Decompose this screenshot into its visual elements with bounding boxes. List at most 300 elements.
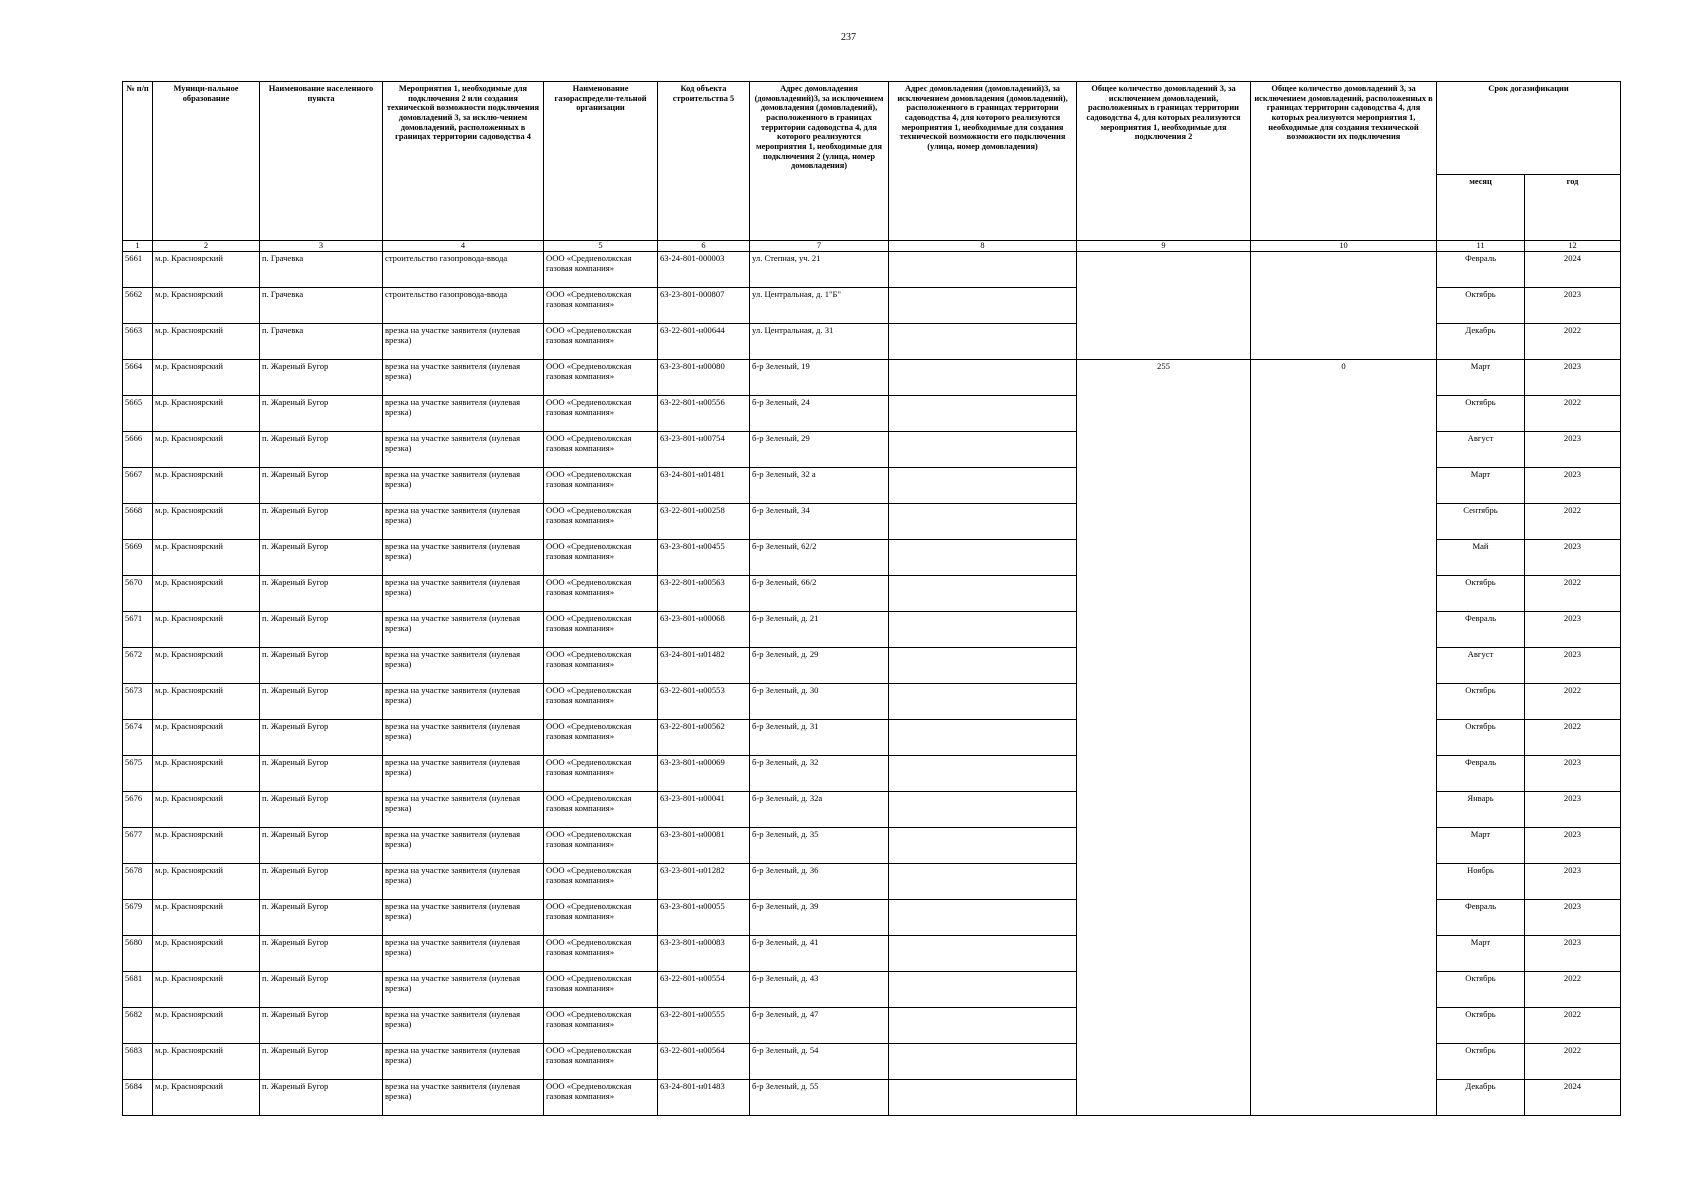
row-number: 5666 <box>123 432 153 468</box>
municipality: м.р. Красноярский <box>153 252 260 288</box>
settlement: п. Жареный Бугор <box>260 792 383 828</box>
settlement: п. Жареный Бугор <box>260 972 383 1008</box>
settlement: п. Жареный Бугор <box>260 648 383 684</box>
address-technical <box>889 432 1077 468</box>
activity: врезка на участке заявителя (нулевая врезка) <box>383 360 544 396</box>
table-row <box>123 288 1621 324</box>
municipality: м.р. Красноярский <box>153 504 260 540</box>
deadline-year: 2022 <box>1525 1008 1621 1044</box>
activity: строительство газопровода-ввода <box>383 252 544 288</box>
household-address: б-р Зеленый, д. 54 <box>750 1044 889 1080</box>
household-address: б-р Зеленый, 66/2 <box>750 576 889 612</box>
col10-cell <box>1251 1008 1437 1044</box>
row-number: 5662 <box>123 288 153 324</box>
municipality: м.р. Красноярский <box>153 828 260 864</box>
municipality: м.р. Красноярский <box>153 936 260 972</box>
col9-cell <box>1077 972 1251 1008</box>
household-address: б-р Зеленый, д. 21 <box>750 612 889 648</box>
col9-cell <box>1077 540 1251 576</box>
deadline-month: Март <box>1437 828 1525 864</box>
activity: врезка на участке заявителя (нулевая врезка) <box>383 432 544 468</box>
deadline-year: 2022 <box>1525 324 1621 360</box>
object-code: 63-23-801-н00455 <box>658 540 750 576</box>
row-number: 5671 <box>123 612 153 648</box>
gas-organization: ООО «Средневолжская газовая компания» <box>544 900 658 936</box>
household-address: б-р Зеленый, д. 35 <box>750 828 889 864</box>
deadline-year: 2022 <box>1525 720 1621 756</box>
activity: врезка на участке заявителя (нулевая врезка) <box>383 468 544 504</box>
row-number: 5664 <box>123 360 153 396</box>
header-deadline: Срок догазификации <box>1437 82 1621 175</box>
object-code: 63-24-801-н01483 <box>658 1080 750 1116</box>
deadline-year: 2023 <box>1525 756 1621 792</box>
col10-cell <box>1251 936 1437 972</box>
gas-organization: ООО «Средневолжская газовая компания» <box>544 540 658 576</box>
row-number: 5661 <box>123 252 153 288</box>
activity: врезка на участке заявителя (нулевая врезка) <box>383 756 544 792</box>
col10-cell <box>1251 756 1437 792</box>
settlement: п. Жареный Бугор <box>260 684 383 720</box>
col10-cell <box>1251 288 1437 324</box>
table-row <box>123 684 1621 720</box>
deadline-month: Сентябрь <box>1437 504 1525 540</box>
row-number: 5677 <box>123 828 153 864</box>
gas-organization: ООО «Средневолжская газовая компания» <box>544 324 658 360</box>
column-number: 11 <box>1437 241 1525 252</box>
header-col-7: Адрес домовладения (домовладений)3, за исключением домовладения (домовладений), расположенного в границах территории садоводства 4, для которого реализуются мероприятия 1, необходимые для подключения 2 (улица, номер домовладения) <box>750 82 889 241</box>
column-number: 1 <box>123 241 153 252</box>
table-row <box>123 936 1621 972</box>
col9-cell <box>1077 396 1251 432</box>
total-connection-count: 255 <box>1077 360 1251 396</box>
deadline-month: Январь <box>1437 792 1525 828</box>
activity: врезка на участке заявителя (нулевая врезка) <box>383 864 544 900</box>
deadline-year: 2022 <box>1525 972 1621 1008</box>
activity: врезка на участке заявителя (нулевая врезка) <box>383 684 544 720</box>
activity: врезка на участке заявителя (нулевая врезка) <box>383 1008 544 1044</box>
col9-cell <box>1077 756 1251 792</box>
col9-cell <box>1077 612 1251 648</box>
table-header <box>123 82 1621 252</box>
gas-organization: ООО «Средневолжская газовая компания» <box>544 828 658 864</box>
municipality: м.р. Красноярский <box>153 720 260 756</box>
col10-cell <box>1251 648 1437 684</box>
address-technical <box>889 972 1077 1008</box>
settlement: п. Жареный Бугор <box>260 828 383 864</box>
gas-organization: ООО «Средневолжская газовая компания» <box>544 468 658 504</box>
header-col-8: Адрес домовладения (домовладений)3, за исключением домовладения (домовладений), расположенного в границах территории садоводства 4, для которого реализуются мероприятия 1, необходимые для создания технической возможности его подключения (улица, номер домовладения) <box>889 82 1077 241</box>
col9-cell <box>1077 468 1251 504</box>
column-number: 10 <box>1251 241 1437 252</box>
address-technical <box>889 396 1077 432</box>
col9-cell <box>1077 504 1251 540</box>
table-row <box>123 396 1621 432</box>
gas-organization: ООО «Средневолжская газовая компания» <box>544 612 658 648</box>
row-number: 5680 <box>123 936 153 972</box>
municipality: м.р. Красноярский <box>153 324 260 360</box>
deadline-month: Май <box>1437 540 1525 576</box>
deadline-month: Март <box>1437 936 1525 972</box>
row-number: 5676 <box>123 792 153 828</box>
settlement: п. Грачевка <box>260 252 383 288</box>
gas-organization: ООО «Средневолжская газовая компания» <box>544 936 658 972</box>
address-technical <box>889 864 1077 900</box>
municipality: м.р. Красноярский <box>153 972 260 1008</box>
row-number: 5681 <box>123 972 153 1008</box>
activity: врезка на участке заявителя (нулевая врезка) <box>383 396 544 432</box>
activity: врезка на участке заявителя (нулевая врезка) <box>383 900 544 936</box>
deadline-month: Октябрь <box>1437 396 1525 432</box>
municipality: м.р. Красноярский <box>153 1044 260 1080</box>
address-technical <box>889 540 1077 576</box>
municipality: м.р. Красноярский <box>153 756 260 792</box>
address-technical <box>889 576 1077 612</box>
household-address: б-р Зеленый, д. 32 <box>750 756 889 792</box>
address-technical <box>889 504 1077 540</box>
activity: врезка на участке заявителя (нулевая врезка) <box>383 576 544 612</box>
col10-cell <box>1251 792 1437 828</box>
settlement: п. Жареный Бугор <box>260 864 383 900</box>
activity: врезка на участке заявителя (нулевая врезка) <box>383 972 544 1008</box>
col9-cell <box>1077 900 1251 936</box>
col9-cell <box>1077 1008 1251 1044</box>
deadline-year: 2022 <box>1525 684 1621 720</box>
col9-cell <box>1077 576 1251 612</box>
settlement: п. Грачевка <box>260 288 383 324</box>
object-code: 63-23-801-000807 <box>658 288 750 324</box>
deadline-year: 2023 <box>1525 540 1621 576</box>
column-number: 5 <box>544 241 658 252</box>
col10-cell <box>1251 396 1437 432</box>
address-technical <box>889 324 1077 360</box>
object-code: 63-24-801-н01481 <box>658 468 750 504</box>
col9-cell <box>1077 864 1251 900</box>
col10-cell <box>1251 1044 1437 1080</box>
municipality: м.р. Красноярский <box>153 648 260 684</box>
table-row <box>123 864 1621 900</box>
municipality: м.р. Красноярский <box>153 792 260 828</box>
address-technical <box>889 828 1077 864</box>
column-number-row <box>123 241 1621 252</box>
deadline-year: 2023 <box>1525 864 1621 900</box>
object-code: 63-23-801-н00754 <box>658 432 750 468</box>
address-technical <box>889 1080 1077 1116</box>
settlement: п. Жареный Бугор <box>260 432 383 468</box>
deadline-month: Ноябрь <box>1437 864 1525 900</box>
household-address: б-р Зеленый, 34 <box>750 504 889 540</box>
deadline-month: Август <box>1437 648 1525 684</box>
row-number: 5682 <box>123 1008 153 1044</box>
activity: врезка на участке заявителя (нулевая врезка) <box>383 324 544 360</box>
object-code: 63-22-801-н00554 <box>658 972 750 1008</box>
object-code: 63-23-801-н00055 <box>658 900 750 936</box>
col9-cell <box>1077 1044 1251 1080</box>
gas-organization: ООО «Средневолжская газовая компания» <box>544 360 658 396</box>
col9-cell <box>1077 288 1251 324</box>
gas-organization: ООО «Средневолжская газовая компания» <box>544 684 658 720</box>
gas-organization: ООО «Средневолжская газовая компания» <box>544 576 658 612</box>
gasification-table <box>122 81 1621 1116</box>
column-number: 7 <box>750 241 889 252</box>
household-address: б-р Зеленый, 62/2 <box>750 540 889 576</box>
deadline-month: Октябрь <box>1437 1044 1525 1080</box>
address-technical <box>889 792 1077 828</box>
object-code: 63-22-801-н00562 <box>658 720 750 756</box>
settlement: п. Жареный Бугор <box>260 504 383 540</box>
address-technical <box>889 252 1077 288</box>
table-row <box>123 540 1621 576</box>
settlement: п. Жареный Бугор <box>260 1044 383 1080</box>
gas-organization: ООО «Средневолжская газовая компания» <box>544 504 658 540</box>
col9-cell <box>1077 432 1251 468</box>
deadline-year: 2023 <box>1525 792 1621 828</box>
activity: врезка на участке заявителя (нулевая врезка) <box>383 720 544 756</box>
gas-organization: ООО «Средневолжская газовая компания» <box>544 288 658 324</box>
address-technical <box>889 1044 1077 1080</box>
gas-organization: ООО «Средневолжская газовая компания» <box>544 864 658 900</box>
header-col-5: Наименование газораспредели-тельной организации <box>544 82 658 241</box>
table-row <box>123 1080 1621 1116</box>
col10-cell <box>1251 972 1437 1008</box>
municipality: м.р. Красноярский <box>153 684 260 720</box>
household-address: б-р Зеленый, д. 41 <box>750 936 889 972</box>
object-code: 63-23-801-н00069 <box>658 756 750 792</box>
activity: строительство газопровода-ввода <box>383 288 544 324</box>
object-code: 63-23-801-н00041 <box>658 792 750 828</box>
object-code: 63-23-801-н00080 <box>658 360 750 396</box>
object-code: 63-22-801-н00564 <box>658 1044 750 1080</box>
table-row <box>123 612 1621 648</box>
household-address: б-р Зеленый, д. 55 <box>750 1080 889 1116</box>
col10-cell <box>1251 1080 1437 1116</box>
table-row <box>123 792 1621 828</box>
column-number: 8 <box>889 241 1077 252</box>
deadline-month: Декабрь <box>1437 1080 1525 1116</box>
row-number: 5672 <box>123 648 153 684</box>
municipality: м.р. Красноярский <box>153 900 260 936</box>
deadline-month: Октябрь <box>1437 288 1525 324</box>
col10-cell <box>1251 900 1437 936</box>
row-number: 5669 <box>123 540 153 576</box>
address-technical <box>889 1008 1077 1044</box>
settlement: п. Жареный Бугор <box>260 360 383 396</box>
gas-organization: ООО «Средневолжская газовая компания» <box>544 252 658 288</box>
column-number: 3 <box>260 241 383 252</box>
deadline-month: Февраль <box>1437 252 1525 288</box>
object-code: 63-22-801-н00556 <box>658 396 750 432</box>
row-number: 5667 <box>123 468 153 504</box>
deadline-month: Октябрь <box>1437 720 1525 756</box>
household-address: б-р Зеленый, 29 <box>750 432 889 468</box>
settlement: п. Грачевка <box>260 324 383 360</box>
deadline-month: Октябрь <box>1437 576 1525 612</box>
row-number: 5684 <box>123 1080 153 1116</box>
household-address: ул. Степная, уч. 21 <box>750 252 889 288</box>
table-row <box>123 432 1621 468</box>
settlement: п. Жареный Бугор <box>260 612 383 648</box>
settlement: п. Жареный Бугор <box>260 1008 383 1044</box>
gas-organization: ООО «Средневолжская газовая компания» <box>544 1008 658 1044</box>
col10-cell <box>1251 540 1437 576</box>
table-row <box>123 720 1621 756</box>
household-address: б-р Зеленый, д. 30 <box>750 684 889 720</box>
object-code: 63-22-801-н00258 <box>658 504 750 540</box>
gas-organization: ООО «Средневолжская газовая компания» <box>544 792 658 828</box>
col10-cell <box>1251 612 1437 648</box>
table-row <box>123 756 1621 792</box>
table-row <box>123 828 1621 864</box>
deadline-year: 2023 <box>1525 900 1621 936</box>
address-technical <box>889 720 1077 756</box>
deadline-month: Март <box>1437 468 1525 504</box>
col10-cell <box>1251 720 1437 756</box>
activity: врезка на участке заявителя (нулевая врезка) <box>383 1044 544 1080</box>
col10-cell <box>1251 684 1437 720</box>
row-number: 5674 <box>123 720 153 756</box>
municipality: м.р. Красноярский <box>153 576 260 612</box>
col9-cell <box>1077 936 1251 972</box>
deadline-month: Февраль <box>1437 756 1525 792</box>
deadline-month: Октябрь <box>1437 1008 1525 1044</box>
column-number: 2 <box>153 241 260 252</box>
household-address: б-р Зеленый, 32 а <box>750 468 889 504</box>
total-technical-count: 0 <box>1251 360 1437 396</box>
municipality: м.р. Красноярский <box>153 432 260 468</box>
col10-cell <box>1251 324 1437 360</box>
deadline-month: Февраль <box>1437 900 1525 936</box>
deadline-month: Октябрь <box>1437 684 1525 720</box>
address-technical <box>889 936 1077 972</box>
deadline-year: 2023 <box>1525 648 1621 684</box>
deadline-year: 2023 <box>1525 612 1621 648</box>
row-number: 5675 <box>123 756 153 792</box>
household-address: б-р Зеленый, д. 39 <box>750 900 889 936</box>
settlement: п. Жареный Бугор <box>260 900 383 936</box>
activity: врезка на участке заявителя (нулевая врезка) <box>383 1080 544 1116</box>
address-technical <box>889 648 1077 684</box>
col10-cell <box>1251 252 1437 288</box>
table-row <box>123 360 1621 396</box>
settlement: п. Жареный Бугор <box>260 936 383 972</box>
col10-cell <box>1251 576 1437 612</box>
row-number: 5679 <box>123 900 153 936</box>
table-row <box>123 1044 1621 1080</box>
activity: врезка на участке заявителя (нулевая врезка) <box>383 612 544 648</box>
col10-cell <box>1251 504 1437 540</box>
column-number: 9 <box>1077 241 1251 252</box>
col9-cell <box>1077 1080 1251 1116</box>
col9-cell <box>1077 828 1251 864</box>
activity: врезка на участке заявителя (нулевая врезка) <box>383 648 544 684</box>
settlement: п. Жареный Бугор <box>260 1080 383 1116</box>
household-address: б-р Зеленый, д. 36 <box>750 864 889 900</box>
deadline-year: 2022 <box>1525 504 1621 540</box>
table-row <box>123 900 1621 936</box>
row-number: 5670 <box>123 576 153 612</box>
deadline-year: 2023 <box>1525 468 1621 504</box>
table-row <box>123 648 1621 684</box>
household-address: ул. Центральная, д. 1"Б" <box>750 288 889 324</box>
municipality: м.р. Красноярский <box>153 396 260 432</box>
table-row <box>123 252 1621 288</box>
row-number: 5668 <box>123 504 153 540</box>
table-row <box>123 576 1621 612</box>
address-technical <box>889 756 1077 792</box>
header-year: год <box>1525 175 1621 241</box>
gas-organization: ООО «Средневолжская газовая компания» <box>544 756 658 792</box>
header-col-3: Наименование населенного пункта <box>260 82 383 241</box>
deadline-year: 2022 <box>1525 1044 1621 1080</box>
row-number: 5673 <box>123 684 153 720</box>
activity: врезка на участке заявителя (нулевая врезка) <box>383 828 544 864</box>
deadline-year: 2022 <box>1525 396 1621 432</box>
address-technical <box>889 360 1077 396</box>
household-address: б-р Зеленый, д. 47 <box>750 1008 889 1044</box>
municipality: м.р. Красноярский <box>153 468 260 504</box>
row-number: 5683 <box>123 1044 153 1080</box>
col9-cell <box>1077 648 1251 684</box>
deadline-month: Март <box>1437 360 1525 396</box>
deadline-month: Декабрь <box>1437 324 1525 360</box>
header-col-2: Муници-пальное образование <box>153 82 260 241</box>
gas-organization: ООО «Средневолжская газовая компания» <box>544 720 658 756</box>
object-code: 63-22-801-н00555 <box>658 1008 750 1044</box>
deadline-month: Август <box>1437 432 1525 468</box>
municipality: м.р. Красноярский <box>153 1080 260 1116</box>
address-technical <box>889 900 1077 936</box>
object-code: 63-22-801-н00553 <box>658 684 750 720</box>
object-code: 63-24-801-н01482 <box>658 648 750 684</box>
object-code: 63-24-801-000003 <box>658 252 750 288</box>
object-code: 63-22-801-н00644 <box>658 324 750 360</box>
column-number: 6 <box>658 241 750 252</box>
address-technical <box>889 612 1077 648</box>
deadline-year: 2023 <box>1525 288 1621 324</box>
col9-cell <box>1077 792 1251 828</box>
gas-organization: ООО «Средневолжская газовая компания» <box>544 432 658 468</box>
municipality: м.р. Красноярский <box>153 288 260 324</box>
col10-cell <box>1251 864 1437 900</box>
table-row <box>123 504 1621 540</box>
household-address: б-р Зеленый, 24 <box>750 396 889 432</box>
object-code: 63-23-801-н01282 <box>658 864 750 900</box>
settlement: п. Жареный Бугор <box>260 576 383 612</box>
gas-organization: ООО «Средневолжская газовая компания» <box>544 1044 658 1080</box>
deadline-year: 2022 <box>1525 576 1621 612</box>
deadline-year: 2024 <box>1525 1080 1621 1116</box>
row-number: 5678 <box>123 864 153 900</box>
deadline-year: 2023 <box>1525 936 1621 972</box>
deadline-year: 2024 <box>1525 252 1621 288</box>
deadline-year: 2023 <box>1525 360 1621 396</box>
deadline-month: Октябрь <box>1437 972 1525 1008</box>
municipality: м.р. Красноярский <box>153 540 260 576</box>
object-code: 63-22-801-н00563 <box>658 576 750 612</box>
deadline-month: Февраль <box>1437 612 1525 648</box>
household-address: б-р Зеленый, д. 32а <box>750 792 889 828</box>
col9-cell <box>1077 324 1251 360</box>
column-number: 12 <box>1525 241 1621 252</box>
household-address: б-р Зеленый, д. 31 <box>750 720 889 756</box>
col10-cell <box>1251 468 1437 504</box>
settlement: п. Жареный Бугор <box>260 396 383 432</box>
col9-cell <box>1077 720 1251 756</box>
header-col-4: Мероприятия 1, необходимые для подключения 2 или создания технической возможности подключения домовладений 3, за исклю-чением домовладений, расположенных в границах территории садоводства 4 <box>383 82 544 241</box>
household-address: б-р Зеленый, д. 43 <box>750 972 889 1008</box>
gas-organization: ООО «Средневолжская газовая компания» <box>544 396 658 432</box>
deadline-year: 2023 <box>1525 828 1621 864</box>
address-technical <box>889 288 1077 324</box>
